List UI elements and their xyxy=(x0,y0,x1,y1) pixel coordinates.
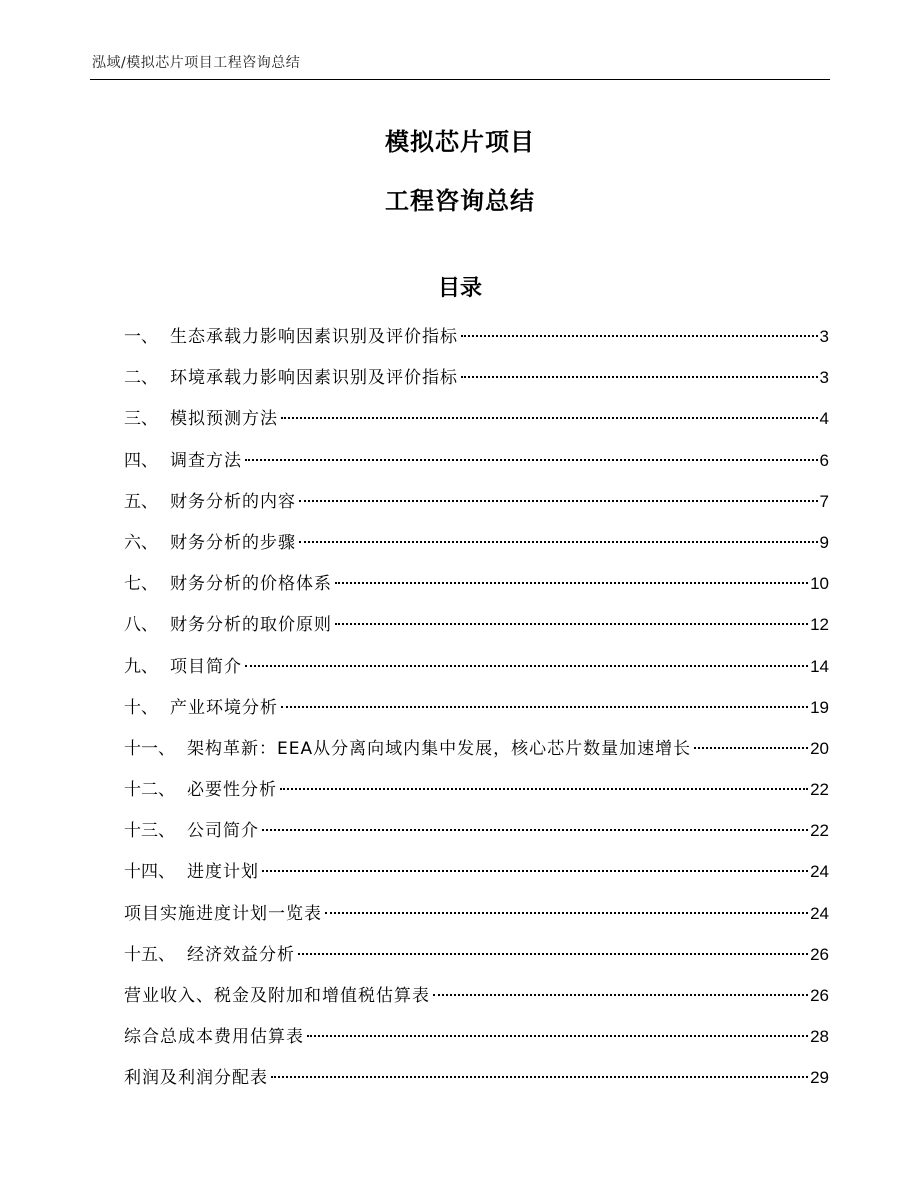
toc-entry[interactable] xyxy=(124,734,829,775)
toc-entry-number: 十四、 xyxy=(124,862,175,883)
toc-entry-number: 一、 xyxy=(124,327,158,347)
toc-entry[interactable] xyxy=(124,322,829,363)
toc-dot-leader xyxy=(307,1035,808,1037)
toc-entry[interactable] xyxy=(124,363,829,404)
toc-entry-page-number: 24 xyxy=(810,903,829,923)
toc-entry[interactable] xyxy=(124,1063,829,1104)
toc-entry-label: 财务分析的取价原则 xyxy=(170,615,332,636)
toc-entry-label: 进度计划 xyxy=(187,862,259,883)
toc-dot-leader xyxy=(271,1076,808,1078)
toc-entry[interactable] xyxy=(124,940,829,981)
toc-entry-number: 七、 xyxy=(124,574,158,595)
toc-dot-leader xyxy=(299,500,818,502)
toc-dot-leader xyxy=(262,870,808,872)
toc-entry-page-number: 3 xyxy=(819,368,829,388)
toc-dot-leader xyxy=(280,788,808,790)
toc-entry-page-number: 26 xyxy=(810,986,829,1005)
document-title-line-1: 模拟芯片项目 xyxy=(385,128,535,156)
toc-entry-label: 营业收入、税金及附加和增值税估算表 xyxy=(124,986,430,1006)
toc-entry-number: 十二、 xyxy=(124,780,175,801)
toc-entry-number: 八、 xyxy=(124,615,158,636)
toc-entry-page-number: 22 xyxy=(810,821,829,841)
toc-entry-number: 十五、 xyxy=(124,944,175,965)
running-header: 泓域/模拟芯片项目工程咨询总结 xyxy=(92,55,301,71)
toc-entry-number: 五、 xyxy=(124,491,158,512)
toc-dot-leader xyxy=(433,994,808,996)
toc-entry[interactable] xyxy=(124,404,829,445)
toc-entry[interactable] xyxy=(124,899,829,940)
toc-entry-page-number: 19 xyxy=(810,697,829,717)
toc-dot-leader xyxy=(325,912,808,914)
toc-entry-label: 财务分析的价格体系 xyxy=(170,574,332,595)
toc-entry-number: 十、 xyxy=(124,697,158,718)
toc-entry-page-number: 28 xyxy=(810,1027,829,1047)
toc-entry-label: 经济效益分析 xyxy=(187,944,295,965)
toc-entry[interactable] xyxy=(124,1022,829,1063)
toc-entry-number: 十三、 xyxy=(124,821,175,842)
toc-entry[interactable] xyxy=(124,528,829,569)
toc-entry-page-number: 24 xyxy=(810,862,829,882)
toc-entry[interactable] xyxy=(124,693,829,734)
toc-entry-page-number: 10 xyxy=(810,574,829,594)
toc-entry-label: 产业环境分析 xyxy=(170,697,278,718)
document-title-line-2: 工程咨询总结 xyxy=(385,187,535,215)
toc-entry[interactable] xyxy=(124,981,829,1022)
toc-entry-label: 必要性分析 xyxy=(187,780,277,801)
toc-dot-leader xyxy=(262,829,808,831)
toc-dot-leader xyxy=(281,417,818,419)
toc-dot-leader xyxy=(461,376,818,378)
toc-entry-number: 四、 xyxy=(124,450,158,471)
toc-entry-page-number: 20 xyxy=(810,738,829,758)
toc-entry[interactable] xyxy=(124,487,829,528)
toc-entry-page-number: 22 xyxy=(810,780,829,800)
toc-entry-number: 二、 xyxy=(124,368,158,389)
toc-entry-number: 十一、 xyxy=(124,738,175,759)
toc-heading: 目录 xyxy=(437,276,482,301)
toc-entry-page-number: 9 xyxy=(819,532,829,552)
toc-entry-page-number: 4 xyxy=(819,409,829,429)
toc-entry-label: 架构革新：EEA从分离向域内集中发展，核心芯片数量加速增长 xyxy=(187,738,692,759)
toc-dot-leader xyxy=(299,541,818,543)
toc-entry-label: 项目简介 xyxy=(170,656,242,677)
toc-entry-label: 生态承载力影响因素识别及评价指标 xyxy=(170,327,458,347)
toc-entry[interactable] xyxy=(124,816,829,857)
toc-entry[interactable] xyxy=(124,857,829,898)
toc-dot-leader xyxy=(335,582,808,584)
toc-entry-label: 模拟预测方法 xyxy=(170,409,278,430)
toc-entry-label: 财务分析的内容 xyxy=(170,491,296,512)
toc-entry-page-number: 26 xyxy=(810,944,829,964)
toc-entry-label: 项目实施进度计划一览表 xyxy=(124,903,322,924)
toc-entry-page-number: 29 xyxy=(810,1068,829,1088)
toc-entry-page-number: 12 xyxy=(810,615,829,635)
toc-entry-page-number: 14 xyxy=(810,656,829,676)
toc-entry-label: 公司简介 xyxy=(187,821,259,842)
toc-dot-leader xyxy=(245,665,808,667)
toc-dot-leader xyxy=(461,335,818,337)
toc-entry[interactable] xyxy=(124,569,829,610)
toc-entry-label: 财务分析的步骤 xyxy=(170,532,296,553)
toc-entry[interactable] xyxy=(124,652,829,693)
toc-entry-page-number: 6 xyxy=(819,450,829,470)
toc-dot-leader xyxy=(281,706,808,708)
header-divider xyxy=(90,79,830,80)
table-of-contents xyxy=(124,322,829,1105)
toc-entry-number: 九、 xyxy=(124,656,158,677)
toc-entry[interactable] xyxy=(124,446,829,487)
toc-entry-number: 三、 xyxy=(124,409,158,430)
toc-entry-label: 调查方法 xyxy=(170,450,242,471)
toc-dot-leader xyxy=(694,747,808,749)
toc-dot-leader xyxy=(335,623,808,625)
toc-entry-page-number: 3 xyxy=(819,327,829,346)
toc-entry-label: 综合总成本费用估算表 xyxy=(124,1027,304,1048)
toc-dot-leader xyxy=(245,459,818,461)
toc-entry-label: 利润及利润分配表 xyxy=(124,1068,268,1089)
toc-entry[interactable] xyxy=(124,610,829,651)
toc-entry-page-number: 7 xyxy=(819,491,829,511)
toc-dot-leader xyxy=(298,953,808,955)
toc-entry[interactable] xyxy=(124,775,829,816)
toc-entry-number: 六、 xyxy=(124,532,158,553)
toc-entry-label: 环境承载力影响因素识别及评价指标 xyxy=(170,368,458,389)
